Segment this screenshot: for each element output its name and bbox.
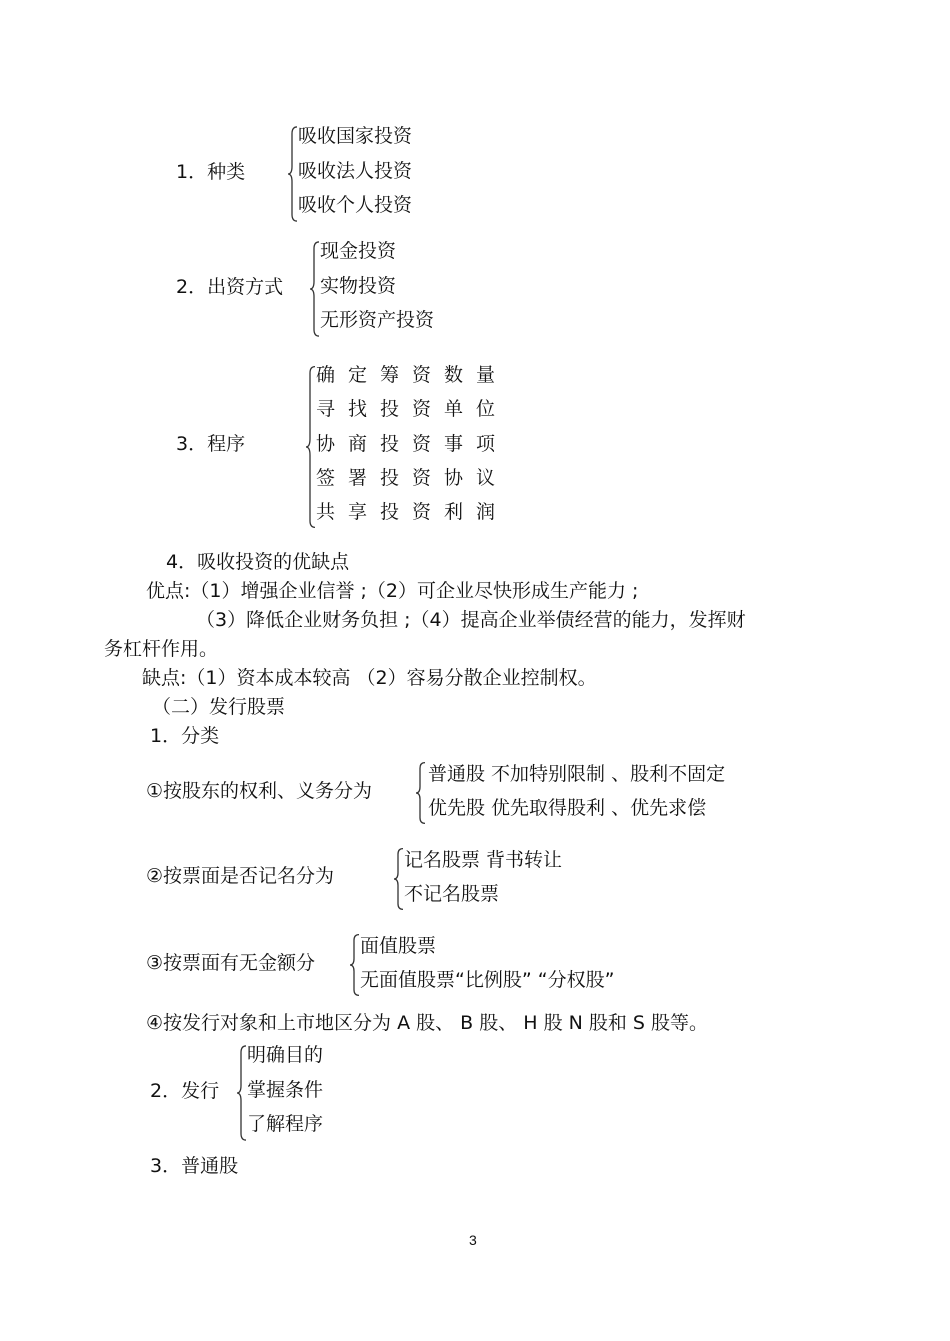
contribution-item-3: 无形资产投资: [320, 309, 435, 331]
issue-item-2: 掌握条件: [247, 1079, 324, 1101]
types-item-2: 吸收法人投资: [298, 160, 413, 182]
contribution-item-2: 实物投资: [320, 275, 397, 297]
left-brace-icon: [310, 241, 320, 337]
pros-line-3: 务杠杆作用。: [104, 638, 219, 660]
pros-line-2: （3）降低企业财务负担 ;（4）提高企业举债经营的能力，发挥财: [196, 609, 746, 631]
left-brace-icon: [288, 126, 298, 222]
left-brace-icon: [416, 762, 426, 824]
pros-cons-heading: 4．吸收投资的优缺点: [166, 551, 350, 573]
common-stock-heading: 3．普通股: [150, 1155, 239, 1177]
procedure-item-2: 寻找投资单位: [316, 398, 509, 420]
by-par-item-1: 面值股票: [360, 935, 437, 957]
procedure-label: 3．程序: [176, 433, 246, 455]
by-rights-item-2: 优先股 优先取得股利 、优先求偿: [428, 797, 707, 819]
procedure-item-1: 确定筹资数量: [316, 364, 509, 386]
pros-line-1: 优点:（1）增强企业信誉 ;（2）可企业尽快形成生产能力 ;: [146, 580, 639, 602]
page-number: 3: [469, 1232, 477, 1248]
procedure-item-3: 协商投资事项: [316, 433, 509, 455]
types-item-1: 吸收国家投资: [298, 125, 413, 147]
issue-item-1: 明确目的: [247, 1044, 324, 1066]
by-par-item-2: 无面值股票“比例股” “分权股”: [360, 969, 615, 991]
issue-item-3: 了解程序: [247, 1113, 324, 1135]
stock-classification-heading: 1．分类: [150, 725, 220, 747]
left-brace-icon: [350, 934, 360, 996]
by-par-label: ③按票面有无金额分: [146, 952, 316, 974]
procedure-brace: [306, 365, 316, 529]
cons-line: 缺点:（1）资本成本较高 （2）容易分散企业控制权。: [142, 667, 597, 689]
by-par-brace: [350, 934, 360, 996]
procedure-item-5: 共享投资利润: [316, 501, 509, 523]
by-rights-brace: [416, 762, 426, 824]
by-name-brace: [394, 848, 404, 910]
contribution-item-1: 现金投资: [320, 240, 397, 262]
contribution-label: 2．出资方式: [176, 276, 284, 298]
stock-heading: （二）发行股票: [152, 696, 286, 718]
by-rights-label: ①按股东的权利、义务分为: [146, 780, 373, 802]
types-brace: [288, 126, 298, 222]
procedure-item-4: 签署投资协议: [316, 467, 509, 489]
issue-brace: [237, 1045, 247, 1141]
issue-label: 2．发行: [150, 1080, 220, 1102]
left-brace-icon: [394, 848, 404, 910]
by-target-line: ④按发行对象和上市地区分为 A 股、 B 股、 H 股 N 股和 S 股等。: [146, 1012, 709, 1034]
contribution-brace: [310, 241, 320, 337]
left-brace-icon: [237, 1045, 247, 1141]
types-label: 1．种类: [176, 161, 246, 183]
left-brace-icon: [306, 365, 316, 529]
by-rights-item-1: 普通股 不加特别限制 、股利不固定: [428, 763, 726, 785]
types-item-3: 吸收个人投资: [298, 194, 413, 216]
by-name-item-1: 记名股票 背书转让: [404, 849, 563, 871]
by-name-item-2: 不记名股票: [404, 883, 500, 905]
by-name-label: ②按票面是否记名分为: [146, 865, 335, 887]
